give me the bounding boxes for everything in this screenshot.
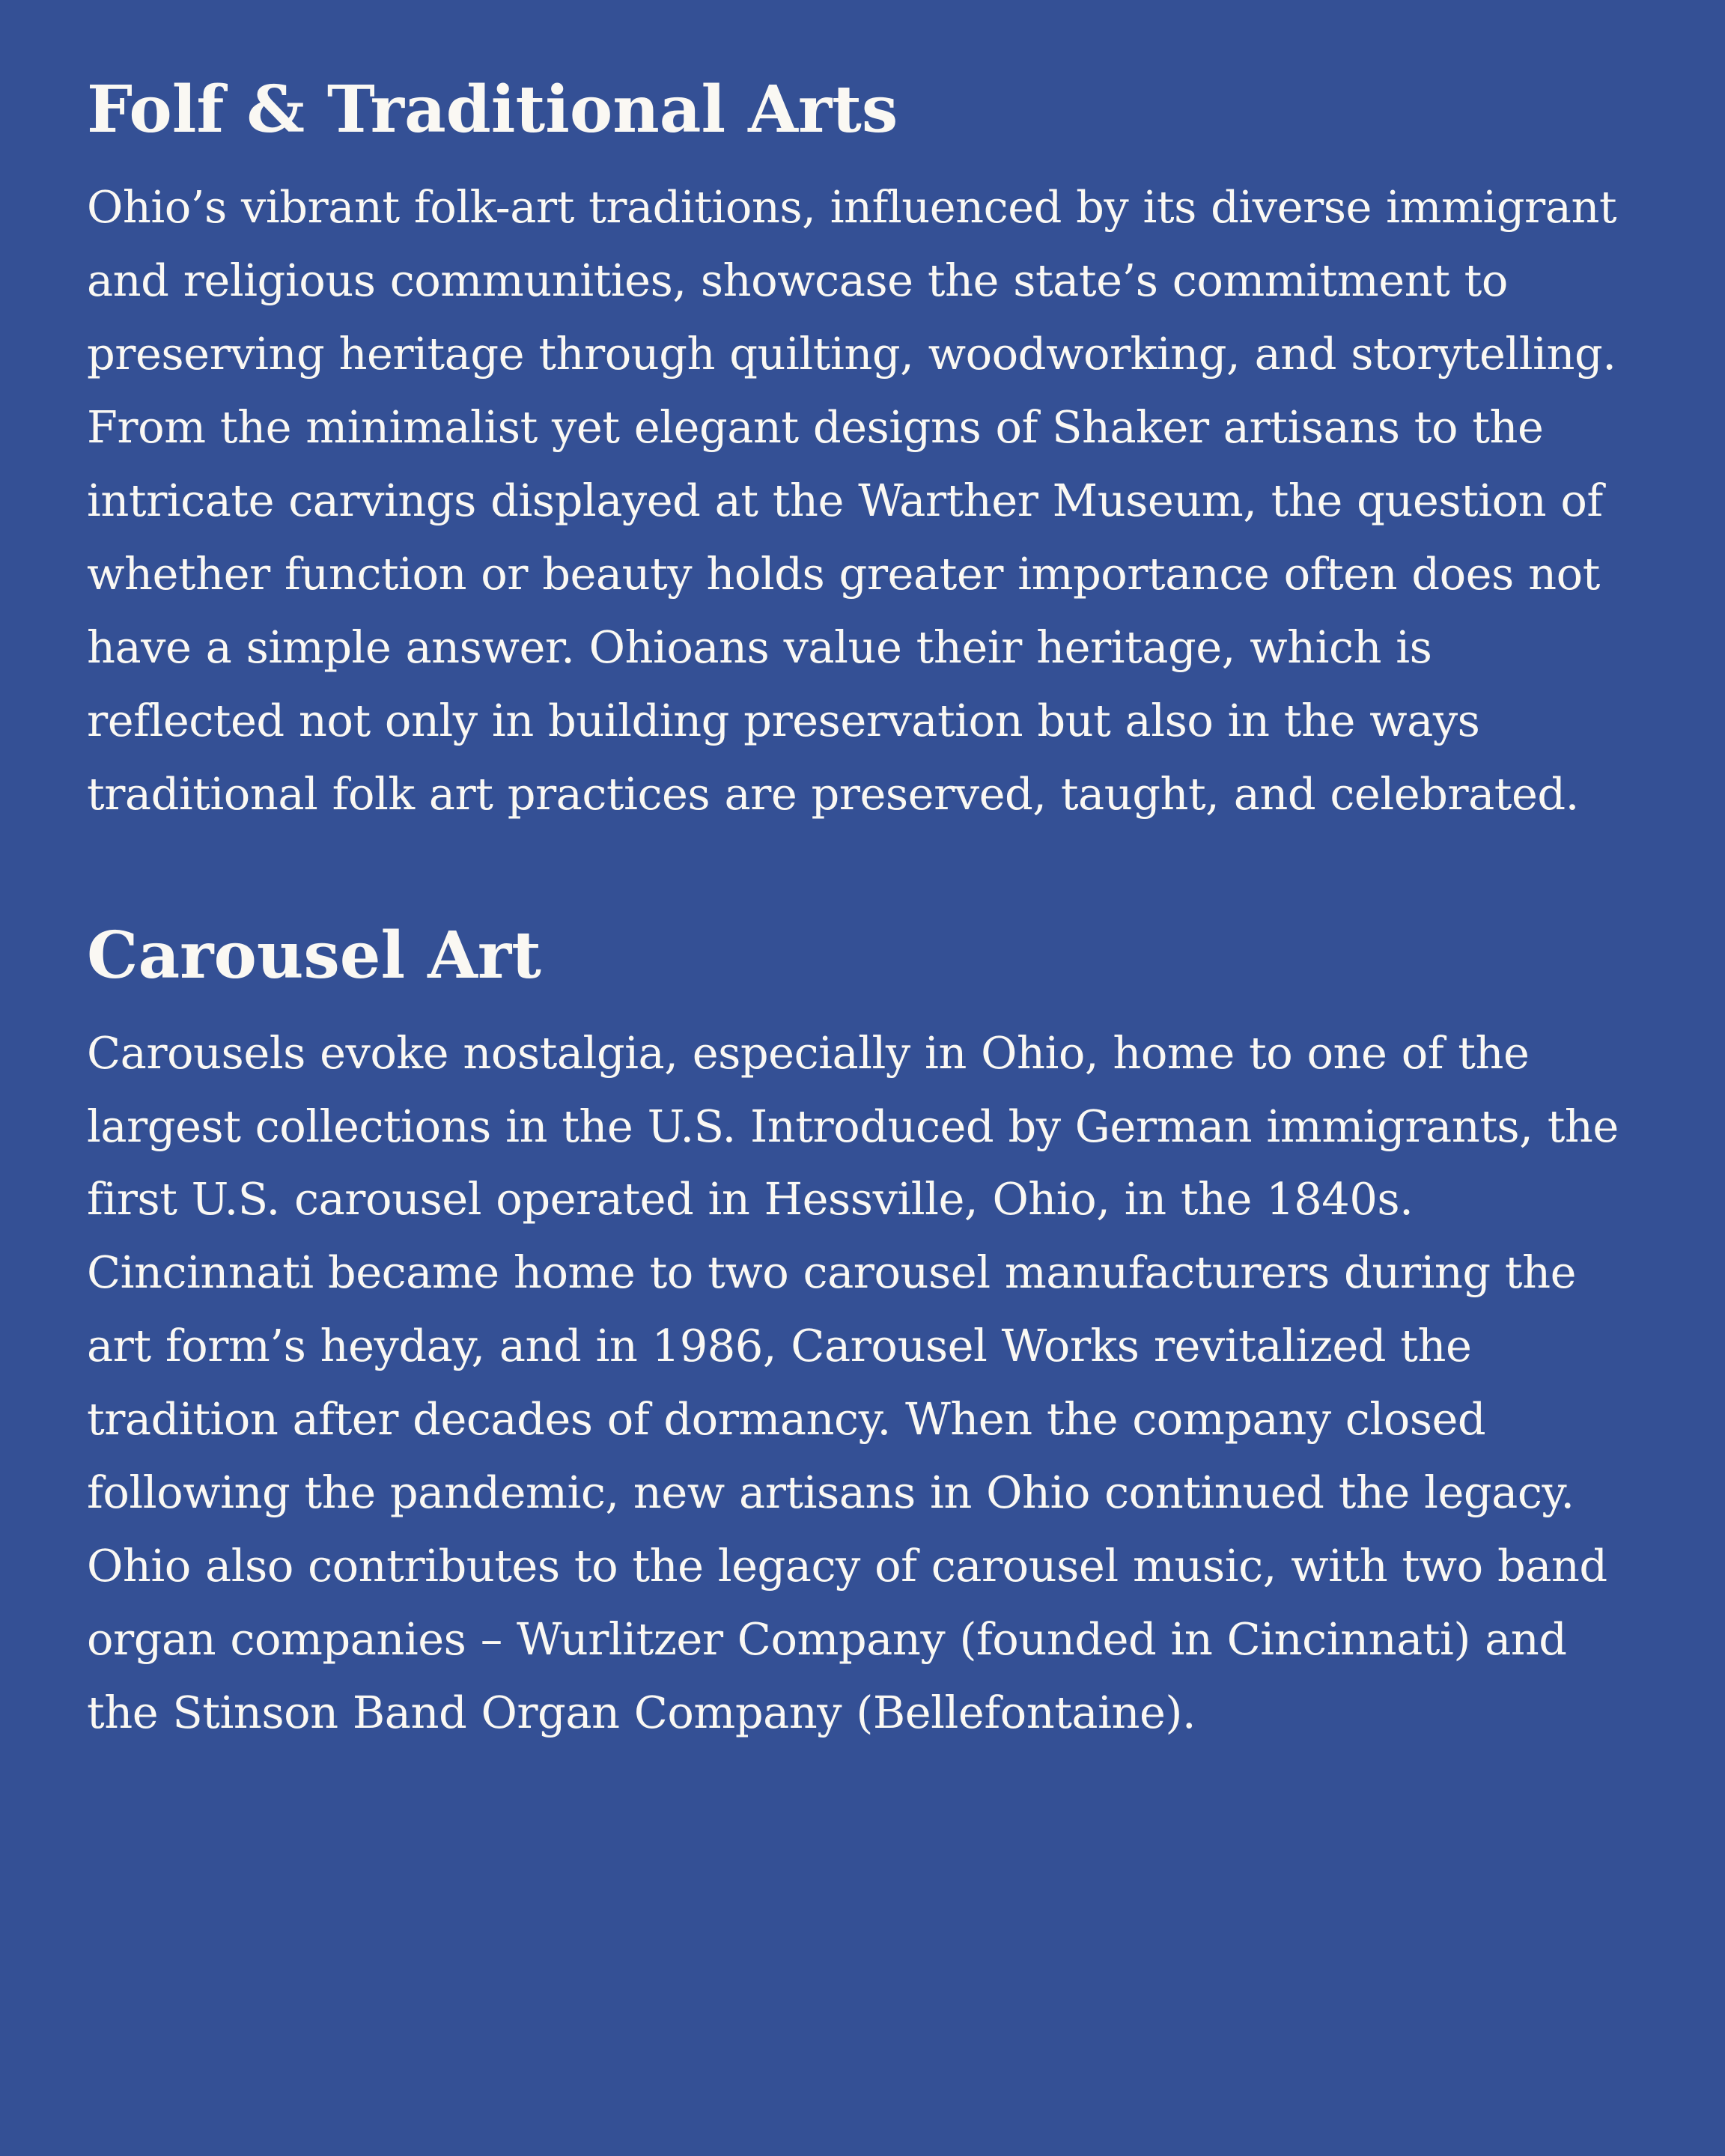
section-carousel-art	[87, 915, 1641, 1750]
section-folk-traditional-arts	[87, 69, 1641, 831]
section-body-folk-traditional-arts: Ohio’s vibrant folk-art traditions, influenced by its diverse immigrant and religious communities, showcase the state’s commitment to preserving heritage through quilting, woodworking, and storytelling. From the minimalist yet elegant designs of Shaker artisans to the intricate carvings displayed at the Warther Museum, the question of whether function or beauty holds greater importance often does not have a simple answer. Ohioans value their heritage, which is reflected not only in building preservation but also in the ways traditional folk art practices are preserved, taught, and celebrated.	[87, 181, 1617, 820]
section-body-carousel-art: Carousels evoke nostalgia, especially in Ohio, home to one of the largest collections in the U.S. Introduced by German immigrants, the first U.S. carousel operated in Hessville, Ohio, in the 1840s. Cincinnati became home to two carousel manufacturers during the art form’s heyday, and in 1986, Carousel Works revitalized the tradition after decades of dormancy. When the company closed following the pandemic, new artisans in Ohio continued the legacy. Ohio also contributes to the legacy of carousel music, with two band organ companies – Wurlitzer Company (founded in Cincinnati) and the Stinson Band Organ Company (Bellefontaine).	[87, 1026, 1619, 1739]
section-heading-carousel-art: Carousel Art	[87, 917, 541, 993]
section-heading-folk-traditional-arts: Folf & Traditional Arts	[87, 72, 898, 147]
